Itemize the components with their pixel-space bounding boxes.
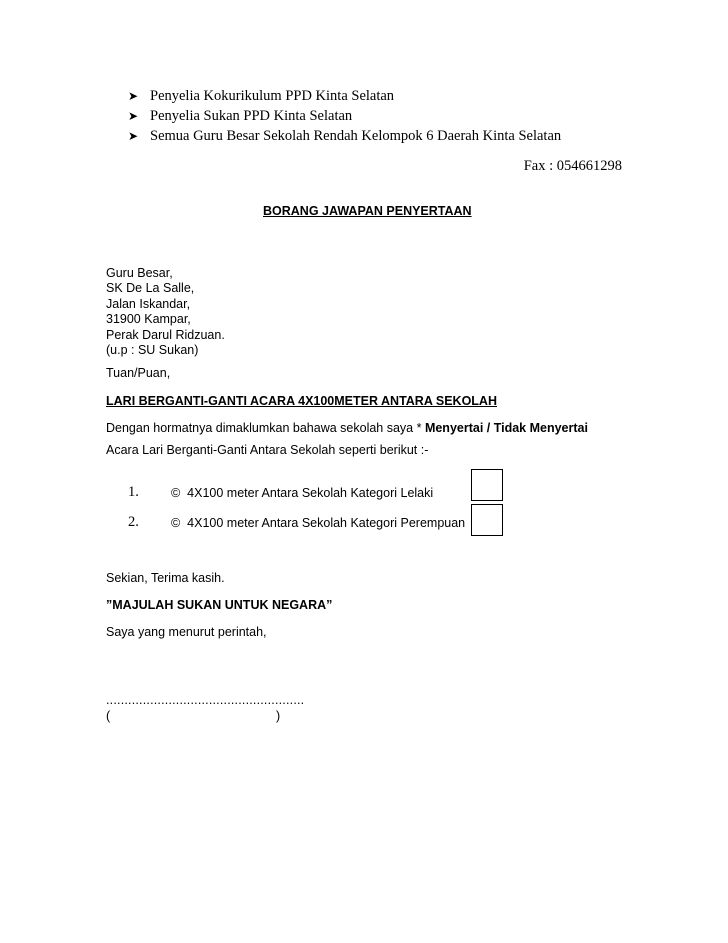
option-checkbox-lelaki[interactable] [471,469,503,501]
recipient-address [106,266,225,358]
distribution-item-label: Semua Guru Besar Sekolah Rendah Kelompok 6 Daerah Kinta Selatan [150,128,562,144]
order-line: Saya yang menurut perintah, [106,625,267,639]
distribution-item-label: Penyelia Kokurikulum PPD Kinta Selatan [150,88,395,104]
distribution-item [128,86,561,106]
arrow-bullet-icon: ➤ [128,109,139,123]
distribution-item [128,126,561,146]
option-item [171,516,465,530]
copyright-symbol-icon: © [171,516,181,530]
address-line: SK De La Salle, [106,281,195,296]
option-label: 4X100 meter Antara Sekolah Kategori Perempuan [187,516,466,530]
option-item [171,486,433,500]
name-bracket-close: ) [276,709,281,723]
option-number: 2. [128,514,139,530]
option-number: 1. [128,484,139,500]
option-checkbox-perempuan[interactable] [471,504,503,536]
body-text: Dengan hormatnya dimaklumkan bahawa sekolah saya * [106,421,425,435]
arrow-bullet-icon: ➤ [128,129,139,143]
address-line: (u.p : SU Sukan) [106,343,199,358]
copyright-symbol-icon: © [171,486,181,500]
distribution-item [128,106,561,126]
address-line: Perak Darul Ridzuan. [106,327,225,342]
body-line [106,421,588,435]
form-title: BORANG JAWAPAN PENYERTAAN [263,204,472,218]
signature-line: ...................................................... [106,693,305,707]
arrow-bullet-icon: ➤ [128,89,139,103]
distribution-item-label: Penyelia Sukan PPD Kinta Selatan [150,108,353,124]
subject-line: LARI BERGANTI-GANTI ACARA 4X100METER ANTARA SEKOLAH [106,394,497,408]
participation-choice: Menyertai / Tidak Menyertai [424,421,588,435]
address-line: Guru Besar, [106,266,173,280]
address-line: 31900 Kampar, [106,312,191,327]
closing-line: Sekian, Terima kasih. [106,571,225,585]
option-label: 4X100 meter Antara Sekolah Kategori Lelaki [187,486,434,500]
salutation: Tuan/Puan, [106,366,171,380]
fax-number: Fax : 054661298 [523,158,622,174]
name-bracket-open: ( [106,709,111,723]
motto: ”MAJULAH SUKAN UNTUK NEGARA” [106,598,333,612]
address-line: Jalan Iskandar, [106,296,191,311]
distribution-list [128,86,561,146]
body-line: Acara Lari Berganti-Ganti Antara Sekolah seperti berikut :- [106,443,429,457]
